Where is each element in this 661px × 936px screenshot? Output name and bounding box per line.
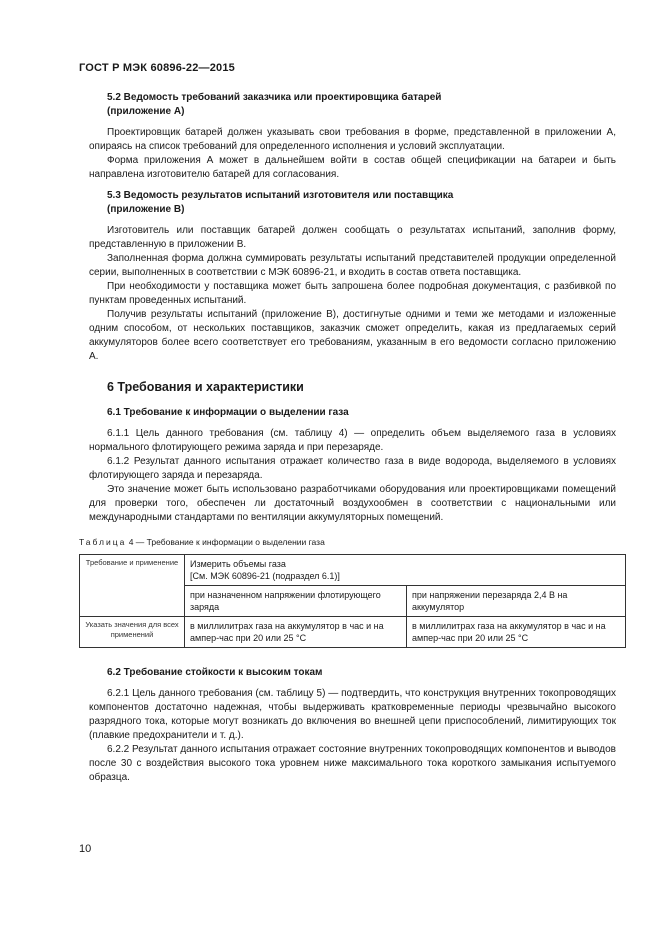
table-row [80, 555, 626, 586]
table-4 [79, 554, 626, 648]
paragraph: Получив результаты испытаний (приложение В), достигнутые одними и теми же методами и изложенные одним способом, от нескольких поставщиков, заказчик сможет определить, какая из предлагаемых серий аккумуляторов более всего соответствует его требованиям, указанным в его ведомости согласно приложению А. [89, 309, 616, 362]
table-row [80, 617, 626, 648]
page-content [79, 91, 616, 785]
table-cell: в миллилитрах газа на аккумулятор в час и на ампер-час при 20 или 25 °С [407, 617, 626, 648]
paragraph: При необходимости у поставщика может быть запрошена более подробная документация, с разбивкой по пунктам проведенных испытаний. [89, 281, 616, 306]
section-title-line: 5.3 Ведомость результатов испытаний изготовителя или поставщика [107, 190, 454, 201]
table-caption-label: Таблица [79, 537, 127, 547]
section-6-2-title: 6.2 Требование стойкости к высоким токам [107, 667, 323, 678]
document-header: ГОСТ Р МЭК 60896-22—2015 [79, 62, 236, 74]
paragraph: 6.1.2 Результат данного испытания отражает количество газа в виде водорода, выделяемого в условиях флотирующего заряда и перезаряда. [89, 456, 616, 481]
paragraph: Проектировщик батарей должен указывать свои требования в форме, представленной в приложении А, опираясь на список требований для определенного исполнения и условий эксплуатации. [89, 127, 616, 152]
paragraph: Это значение может быть использовано разработчиками оборудования или проектировщиками помещений для проверки того, обеспечен ли достаточный воздухообмен в соответствии с национальными или международными стандартами по вентиляции аккумуляторных помещений. [89, 484, 616, 523]
paragraph: 6.2.1 Цель данного требования (см. таблицу 5) — подтвердить, что конструкция внутренних токопроводящих компонентов достаточно надежная, чтобы выдерживать кратковременные периоды чрезвычайно высокого разрядного тока, которые могут возникать до включения во внешней цепи приспособлений, лимитирующих ток (плавкие предохранители и т. д.). [89, 688, 616, 741]
table-cell: в миллилитрах газа на аккумулятор в час и на ампер-час при 20 или 25 °С [185, 617, 407, 648]
table-cell: Требование и применение [80, 555, 185, 617]
table-cell [185, 555, 626, 586]
paragraph: Изготовитель или поставщик батарей должен сообщать о результатах испытаний, заполнив форму, представленную в приложении В. [89, 225, 616, 250]
section-title-line: (приложение В) [107, 204, 185, 215]
section-6-1-title: 6.1 Требование к информации о выделении газа [107, 407, 349, 418]
table-cell-line: [См. МЭК 60896-21 (подраздел 6.1)] [190, 571, 340, 581]
section-5-3-title [107, 189, 616, 217]
paragraph: Заполненная форма должна суммировать результаты испытаний представителей продукции определенной серии, выполненных в соответствии с МЭК 60896-21, и входить в состав ответа поставщика. [89, 253, 616, 278]
paragraph: 6.1.1 Цель данного требования (см. таблицу 4) — определить объем выделяемого газа в условиях нормального флотирующего режима заряда и при перезаряде. [89, 428, 616, 453]
section-title-line: (приложение А) [107, 106, 185, 117]
section-6-title: 6 Требования и характеристики [107, 380, 304, 394]
table-cell: при назначенном напряжении флотирующего заряда [185, 586, 407, 617]
paragraph: 6.2.2 Результат данного испытания отражает состояние внутренних токопроводящих компонентов и выводов после 30 с воздействия высокого тока уровнем ниже максимального тока короткого замыкания испытуемого образца. [89, 744, 616, 783]
table-cell-line: Измерить объемы газа [190, 559, 286, 569]
paragraph: Форма приложения А может в дальнейшем войти в состав общей спецификации на батареи и быть направлена изготовителю батарей для согласования. [89, 155, 616, 180]
section-5-2-title [107, 91, 616, 119]
table-cell: Указать значения для всех применений [80, 617, 185, 648]
table-caption [79, 535, 616, 549]
table-cell: при напряжении перезаряда 2,4 В на аккумулятор [407, 586, 626, 617]
page-number: 10 [79, 843, 92, 855]
table-caption-text: 4 — Требование к информации о выделении газа [128, 537, 325, 547]
section-title-line: 5.2 Ведомость требований заказчика или проектировщика батарей [107, 92, 442, 103]
